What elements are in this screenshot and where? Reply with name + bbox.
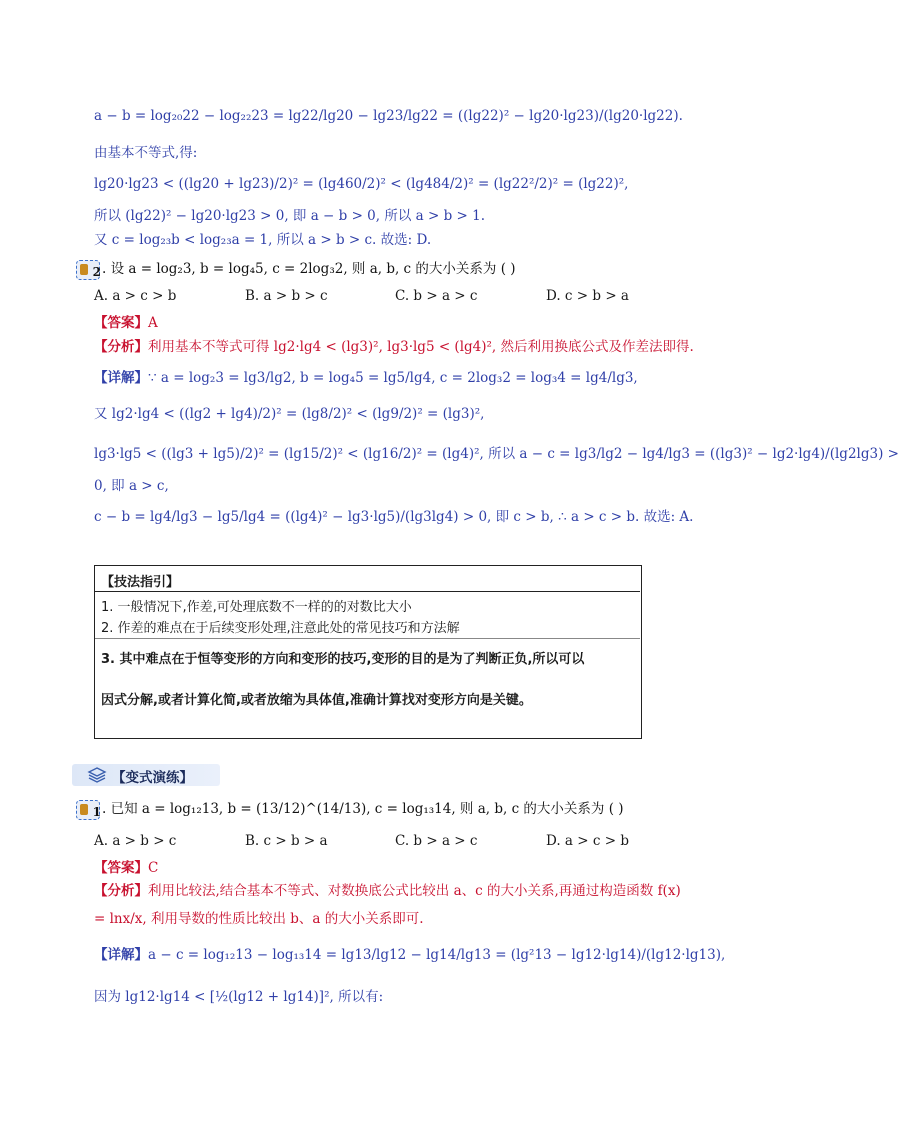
detail-line-5: c − b = lg4/lg3 − lg5/lg4 = ((lg4)² − lg3·lg5)/(lg3lg4) > 0, 即 c > b, ∴ a > c > b. 故选: A.	[94, 509, 694, 525]
tips-line-3: 3. 其中难点在于恒等变形的方向和变形的技巧,变形的目的是为了判断正负,所以可以	[101, 652, 585, 667]
option-b: B. c > b > a	[245, 833, 328, 849]
answer-line	[94, 858, 158, 878]
stack-icon	[88, 767, 106, 787]
section-banner	[72, 764, 220, 786]
section-title: 【变式演练】	[112, 770, 193, 786]
tips-divider	[95, 591, 640, 592]
detail-tag: 【详解】	[94, 947, 148, 963]
prev-line-2: 由基本不等式,得:	[94, 145, 198, 161]
detail-line-4: 0, 即 a > c,	[94, 478, 169, 494]
prev-line-3: lg20·lg23 < ((lg20 + lg23)/2)² = (lg460/2)² < (lg484/2)² = (lg22²/2)² = (lg22)²,	[94, 176, 629, 192]
option-a: A. a > c > b	[94, 288, 177, 304]
question-2-stem	[76, 259, 516, 280]
option-c: C. b > a > c	[395, 833, 478, 849]
analysis-tag: 【分析】	[94, 883, 148, 899]
analysis-text: 利用比较法,结合基本不等式、对数换底公式比较出 a、c 的大小关系,再通过构造函数 f(x)	[148, 883, 681, 899]
detail-text: ∵ a = log₂3 = lg3/lg2, b = log₄5 = lg5/lg4, c = 2log₃2 = log₃4 = lg4/lg3,	[148, 370, 638, 386]
question-badge-icon	[76, 260, 100, 280]
answer-tag: 【答案】	[94, 860, 148, 876]
detail-line-3: lg3·lg5 < ((lg3 + lg5)/2)² = (lg15/2)² < (lg16/2)² = (lg4)², 所以 a − c = lg3/lg2 − lg4/lg3 = ((lg3)² − lg2·lg4)/(lg2lg3) >	[94, 446, 899, 462]
answer-value: C	[148, 860, 159, 876]
option-c: C. b > a > c	[395, 288, 478, 304]
question-1-stem	[76, 799, 624, 820]
detail-text: a − c = log₁₂13 − log₁₃14 = lg13/lg12 − lg14/lg13 = (lg²13 − lg12·lg14)/(lg12·lg13),	[148, 947, 726, 963]
question-badge-icon	[76, 800, 100, 820]
answer-value: A	[148, 315, 158, 331]
option-b: B. a > b > c	[245, 288, 328, 304]
prev-line-1: a − b = log₂₀22 − log₂₂23 = lg22/lg20 − lg23/lg22 = ((lg22)² − lg20·lg23)/(lg20·lg22).	[94, 108, 683, 124]
answer-line	[94, 313, 158, 333]
tips-line-1: 1. 一般情况下,作差,可处理底数不一样的的对数比大小	[101, 600, 412, 615]
detail-line-1	[94, 945, 725, 965]
question-text: . 设 a = log₂3, b = log₄5, c = 2log₃2, 则 a, b, c 的大小关系为 ( )	[102, 261, 516, 277]
option-a: A. a > b > c	[94, 833, 177, 849]
prev-line-5: 又 c = log₂₃b < log₂₃a = 1, 所以 a > b > c. 故选: D.	[94, 232, 432, 248]
badge-number: 2	[92, 264, 101, 279]
analysis-tag: 【分析】	[94, 339, 148, 355]
detail-line-2: 因为 lg12·lg14 < [½(lg12 + lg14)]², 所以有:	[94, 989, 384, 1005]
tips-title: 【技法指引】	[101, 575, 180, 590]
answer-tag: 【答案】	[94, 315, 148, 331]
analysis-line-2: = lnx/x, 利用导数的性质比较出 b、a 的大小关系即可.	[94, 911, 424, 927]
detail-line-1	[94, 368, 638, 388]
analysis-line-1	[94, 881, 681, 901]
tips-line-2: 2. 作差的难点在于后续变形处理,注意此处的常见技巧和方法解	[101, 621, 460, 636]
prev-line-4: 所以 (lg22)² − lg20·lg23 > 0, 即 a − b > 0, 所以 a > b > 1.	[94, 208, 485, 224]
detail-tag: 【详解】	[94, 370, 148, 386]
analysis-line	[94, 337, 694, 357]
option-d: D. a > c > b	[546, 833, 629, 849]
question-text: . 已知 a = log₁₂13, b = (13/12)^(14/13), c = log₁₃14, 则 a, b, c 的大小关系为 ( )	[102, 801, 624, 817]
tips-line-4: 因式分解,或者计算化简,或者放缩为具体值,准确计算找对变形方向是关键。	[101, 693, 532, 708]
tips-divider-2	[95, 638, 640, 639]
option-d: D. c > b > a	[546, 288, 629, 304]
analysis-text: 利用基本不等式可得 lg2·lg4 < (lg3)², lg3·lg5 < (lg4)², 然后利用换底公式及作差法即得.	[148, 339, 694, 355]
badge-number: 1	[92, 804, 101, 819]
detail-line-2: 又 lg2·lg4 < ((lg2 + lg4)/2)² = (lg8/2)² < (lg9/2)² = (lg3)²,	[94, 406, 485, 422]
